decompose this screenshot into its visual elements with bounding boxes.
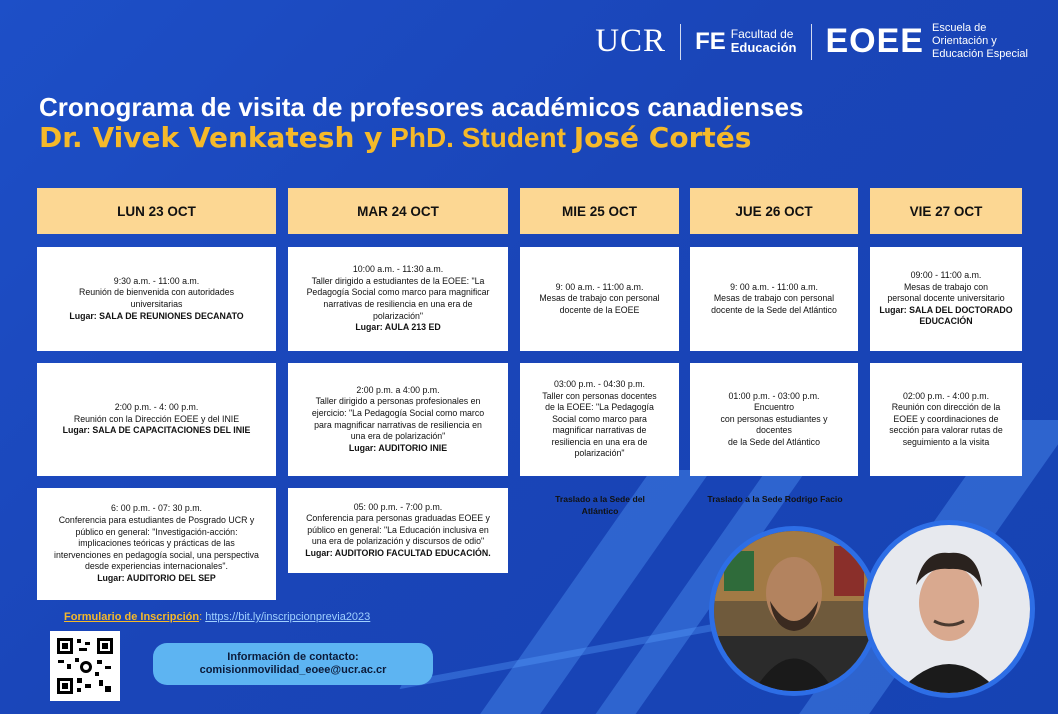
fe-logo	[695, 28, 796, 56]
event-description-line: Social como marco para	[552, 413, 647, 424]
event-description-line: seguimiento a la visita	[902, 436, 990, 447]
fe-logo-text	[731, 28, 797, 55]
event-time: 6: 00 p.m. - 07: 30 p.m.	[111, 503, 202, 514]
event-description-line: Conferencia para estudiantes de Posgrado UCR y	[58, 515, 255, 526]
event-cell-fri-2	[870, 363, 1022, 476]
event-description-line: Taller dirigido a personas profesionales en	[315, 396, 481, 407]
event-description-line: Reunión con dirección de la	[891, 402, 1001, 413]
eoee-logo	[826, 22, 1029, 61]
event-description-line: desde experiencias internacionales".	[85, 561, 228, 572]
portrait-photo-2	[863, 520, 1035, 698]
registration-link[interactable]: https://bit.ly/inscripcionprevia2023	[205, 611, 371, 623]
logo-bar	[595, 22, 1028, 61]
event-description-line: con personas estudiantes y	[720, 413, 828, 424]
page-title: Cronograma de visita de profesores académicos canadienses	[39, 92, 804, 122]
event-description-line: para magnificar narrativas de resiliencia en	[314, 419, 482, 430]
event-location: Lugar: SALA DE REUNIONES DECANATO	[69, 310, 244, 321]
event-description-line: docente de la EOEE	[559, 304, 640, 315]
event-description-line: implicaciones teóricas y prácticas de las	[78, 538, 235, 549]
event-description-line: una era de polarización"	[350, 431, 446, 442]
event-location: Lugar: SALA DEL DOCTORADO EDUCACIÓN	[879, 304, 1013, 327]
event-time: 09:00 - 11:00 a.m.	[910, 270, 982, 281]
qr-code-graphic	[55, 636, 115, 696]
travel-note-wed: Traslado a la Sede del Atlántico	[555, 494, 645, 516]
fe-logo-line1: Facultad de	[730, 27, 794, 41]
event-description-line: sección para valorar rutas de	[889, 425, 1003, 436]
event-cell-fri-1	[870, 247, 1022, 351]
event-time: 9: 00 a.m. - 11:00 a.m.	[730, 281, 818, 292]
event-description-line: Reunión de bienvenida con autoridades	[78, 287, 235, 298]
contact-info	[153, 643, 433, 685]
travel-note-thu: Traslado a la Sede Rodrigo Facio	[707, 494, 843, 504]
event-description-line: EOEE y coordinaciones de	[893, 413, 999, 424]
fe-logo-mark: FE	[695, 27, 726, 55]
event-description-line: público en general: "La Educación inclusiva en	[307, 524, 489, 535]
event-cell-thu-1	[690, 247, 858, 351]
event-time: 02:00 p.m. - 4:00 p.m.	[902, 390, 990, 401]
event-description-line: una era de polarización y discursos de odio"	[311, 536, 485, 547]
event-description-line: de la Sede del Atlántico	[728, 436, 820, 447]
contact-email[interactable]: comisionmovilidad_eoee@ucr.ac.cr	[199, 664, 387, 676]
event-description-line: Mesas de trabajo con personal	[539, 293, 660, 304]
event-description-line: resiliencia en una era de	[551, 436, 648, 447]
day-header-wed: MIE 25 OCT	[520, 188, 679, 234]
event-cell-wed-2	[520, 363, 679, 476]
registration-label: Formulario de Inscripción	[64, 611, 200, 623]
event-time: 9:30 a.m. - 11:00 a.m.	[113, 275, 200, 286]
event-description-line: docentes	[756, 425, 792, 436]
event-description-line: Taller con personas docentes	[542, 390, 657, 401]
event-description-line: ejercicio: "La Pedagogía Social como marco	[311, 407, 485, 418]
event-description-line: magnificar narrativas de	[552, 425, 647, 436]
ucr-logo: UCR	[595, 23, 667, 59]
event-location: Lugar: AULA 213 ED	[355, 322, 441, 333]
event-description-line: Conferencia para personas graduadas EOEE y	[306, 513, 490, 524]
contact-label: Información de contacto:	[227, 651, 359, 663]
event-description-line: de la EOEE: "La Pedagogía	[545, 402, 654, 413]
student-label: PhD. Student	[382, 122, 574, 153]
event-cell-mon-2	[37, 363, 276, 476]
event-description-line: Pedagogía Social como marco para magnificar	[306, 287, 490, 298]
event-cell-mon-3	[37, 488, 276, 600]
eoee-logo-mark: EOEE	[825, 22, 924, 60]
eoee-logo-line3: Educación Especial	[931, 48, 1028, 60]
eoee-logo-line1: Escuela de	[931, 22, 987, 34]
event-description-line: polarización"	[574, 448, 625, 459]
fe-logo-line2: Educación	[730, 40, 797, 55]
event-description-line: Taller dirigido a estudiantes de la EOEE: "La	[311, 275, 485, 286]
student-name: José Cortés	[573, 121, 752, 154]
registration-form	[64, 611, 370, 623]
event-description-line: público en general: "Investigación-acción:	[75, 526, 238, 537]
event-description-line: narrativas de resiliencia en una era de	[323, 299, 473, 309]
event-cell-wed-1	[520, 247, 679, 351]
event-cell-tue-1	[288, 247, 508, 351]
event-description-line: Mesas de trabajo con personal	[713, 293, 835, 304]
event-time: 9: 00 a.m. - 11:00 a.m.	[555, 281, 644, 292]
event-cell-thu-2	[690, 363, 858, 476]
day-header-thu: JUE 26 OCT	[690, 188, 858, 234]
logo-divider	[811, 24, 812, 60]
event-cell-tue-3	[288, 488, 508, 573]
event-description-line: Reunión con la Dirección EOEE y del INIE	[73, 413, 240, 424]
qr-code	[50, 631, 120, 701]
event-time: 03:00 p.m. - 04:30 p.m.	[554, 378, 645, 389]
event-location: Lugar: SALA DE CAPACITACIONES DEL INIE	[62, 425, 251, 436]
event-time: 05: 00 p.m. - 7:00 p.m.	[353, 501, 443, 512]
event-description-line: universitarias	[130, 299, 183, 309]
event-location: Lugar: AUDITORIO INIE	[348, 442, 448, 453]
eoee-logo-text	[932, 22, 1028, 61]
event-description-line: Encuentro	[753, 402, 795, 413]
day-header-tue: MAR 24 OCT	[288, 188, 508, 234]
day-header-mon: LUN 23 OCT	[37, 188, 276, 234]
page-subtitle	[39, 121, 751, 154]
portrait-2-graphic	[868, 525, 1030, 693]
eoee-logo-line2: Orientación y	[931, 35, 997, 47]
event-description-line: Mesas de trabajo con	[903, 281, 989, 292]
portrait-1-graphic	[714, 531, 874, 691]
event-description-line: personal docente universitario	[887, 293, 1005, 304]
event-description-line: polarización"	[372, 310, 424, 321]
day-header-fri: VIE 27 OCT	[870, 188, 1022, 234]
event-cell-mon-1	[37, 247, 276, 351]
event-time: 10:00 a.m. - 11:30 a.m.	[352, 264, 444, 275]
event-description-line: docente de la Sede del Atlántico	[711, 304, 837, 315]
event-cell-tue-2	[288, 363, 508, 476]
event-location: Lugar: AUDITORIO DEL SEP	[97, 572, 216, 583]
logo-divider	[680, 24, 681, 60]
professor-name: Dr. Vivek Venkatesh y	[39, 121, 383, 154]
event-time: 2:00 p.m. - 4: 00 p.m.	[114, 402, 199, 413]
portrait-photo-1	[709, 526, 879, 696]
event-description-line: intervenciones en pedagogía social, una perspectiva	[54, 549, 259, 560]
event-time: 01:00 p.m. - 03:00 p.m.	[728, 390, 820, 401]
event-time: 2:00 p.m. a 4:00 p.m.	[356, 384, 440, 395]
event-location: Lugar: AUDITORIO FACULTAD EDUCACIÓN.	[305, 547, 491, 558]
registration-separator: :	[199, 611, 206, 623]
